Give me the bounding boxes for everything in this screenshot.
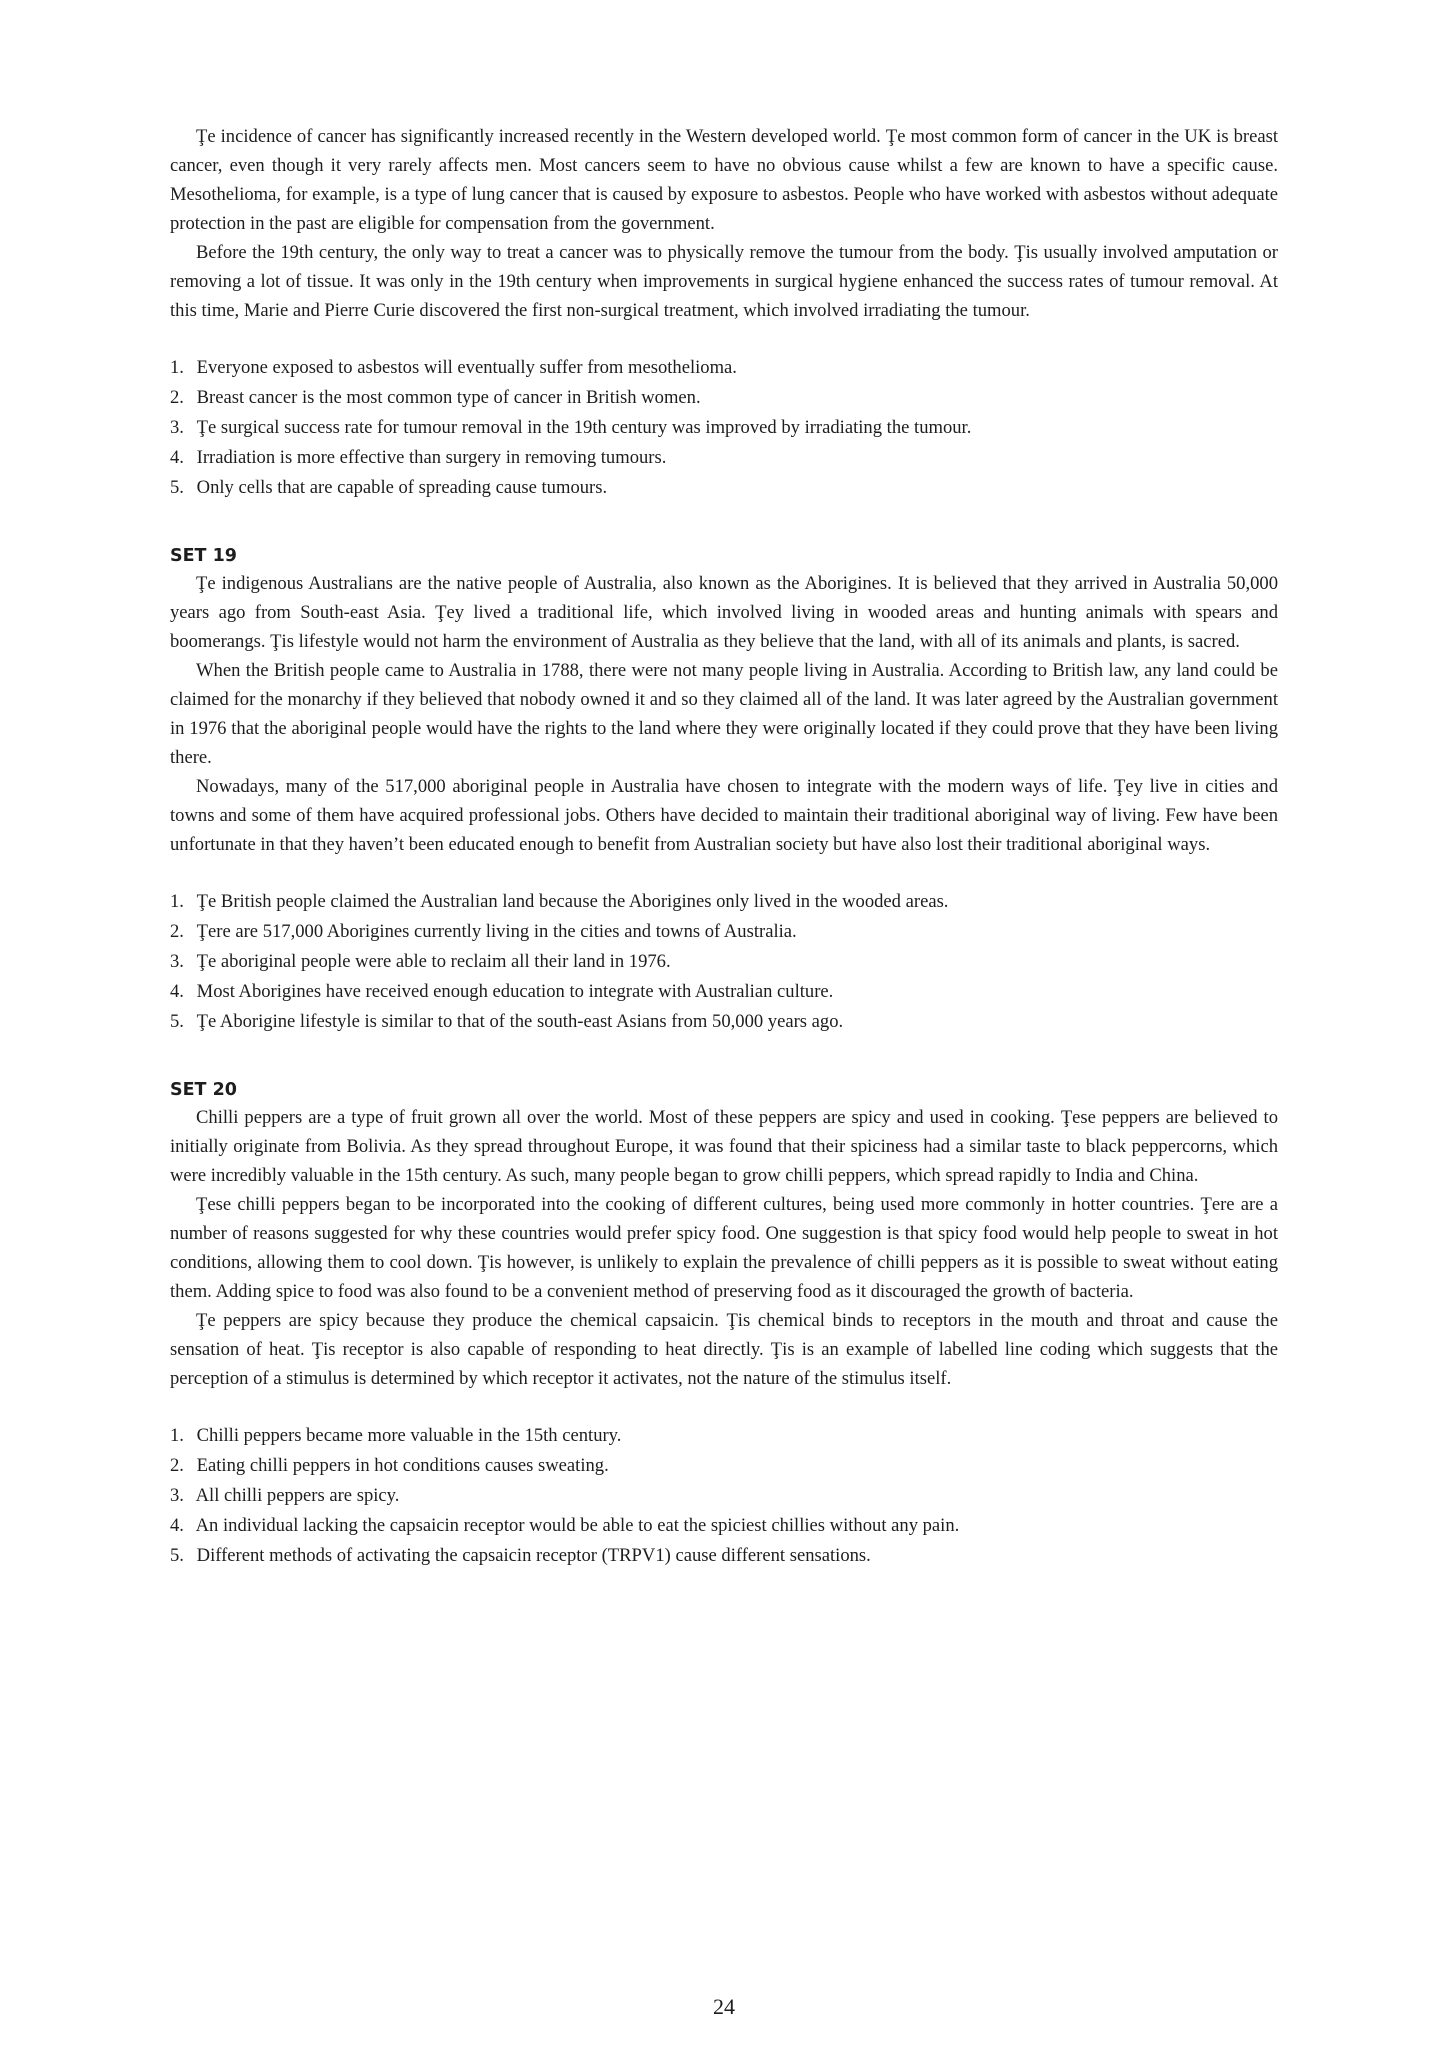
statement-number: 4.: [170, 447, 184, 468]
page-number: 24: [713, 1994, 735, 2019]
statement-number: 5.: [170, 477, 184, 498]
statement-text: All chilli peppers are spicy.: [195, 1485, 400, 1506]
statement-text: Chilli peppers became more valuable in the 15th century.: [196, 1425, 622, 1446]
statement-list: [170, 1421, 1278, 1571]
passage-aborigines: [170, 569, 1278, 859]
statement-list: [170, 353, 1278, 503]
statement-number: 3.: [170, 417, 184, 438]
list-item: [170, 887, 1278, 917]
statement-number: 4.: [170, 1515, 184, 1536]
paragraph: Before the 19th century, the only way to treat a cancer was to physically remove the tumour from the body. Ţis usually involved amputation or removing a lot of tissue. It was only in the 19th century when improvements in surgical hygiene enhanced the success rates of tumour removal. At this time, Marie and Pierre Curie discovered the first non-surgical treatment, which involved irradiating the tumour.: [170, 242, 1278, 321]
statement-number: 1.: [170, 891, 184, 912]
statement-text: Different methods of activating the capsaicin receptor (TRPV1) cause different sensations.: [196, 1545, 871, 1566]
list-item: [170, 443, 1278, 473]
document-page: [170, 122, 1278, 1571]
list-item: [170, 1511, 1278, 1541]
statement-text: Everyone exposed to asbestos will eventually suffer from mesothelioma.: [196, 357, 737, 378]
list-item: [170, 1481, 1278, 1511]
statement-number: 3.: [170, 1485, 184, 1506]
statement-text: Eating chilli peppers in hot conditions causes sweating.: [196, 1455, 609, 1476]
list-item: [170, 383, 1278, 413]
statement-text: Ţe aboriginal people were able to reclaim all their land in 1976.: [196, 951, 671, 972]
statement-list: [170, 887, 1278, 1037]
statement-number: 2.: [170, 387, 184, 408]
statement-text: Irradiation is more effective than surgery in removing tumours.: [196, 447, 667, 468]
statement-text: Ţe surgical success rate for tumour removal in the 19th century was improved by irradiating the tumour.: [196, 417, 972, 438]
list-item: [170, 1541, 1278, 1571]
paragraph: When the British people came to Australia in 1788, there were not many people living in Australia. According to British law, any land could be claimed for the monarchy if they believed that nobody owned it and so they claimed all of the land. It was later agreed by the Australian government in 1976 that the aboriginal people would have the rights to the land where they were originally located if they could prove that they have been living there.: [170, 660, 1278, 768]
set-heading: SET 20: [170, 1080, 237, 1100]
statement-number: 3.: [170, 951, 184, 972]
set-heading: SET 19: [170, 546, 237, 566]
list-item: [170, 917, 1278, 947]
passage-cancer: [170, 122, 1278, 325]
list-item: [170, 413, 1278, 443]
passage-chilli-peppers: [170, 1103, 1278, 1393]
list-item: [170, 1421, 1278, 1451]
list-item: [170, 947, 1278, 977]
statement-number: 4.: [170, 981, 184, 1002]
statement-number: 5.: [170, 1011, 184, 1032]
statement-text: An individual lacking the capsaicin receptor would be able to eat the spiciest chillies without any pain.: [195, 1515, 960, 1536]
statement-text: Ţe British people claimed the Australian land because the Aborigines only lived in the wooded areas.: [196, 891, 949, 912]
paragraph: Ţe indigenous Australians are the native people of Australia, also known as the Aborigines. It is believed that they arrived in Australia 50,000 years ago from South-east Asia. Ţey lived a traditional life, which involved living in wooded areas and hunting animals with spears and boomerangs. Ţis lifestyle would not harm the environment of Australia as they believe that the land, with all of its animals and plants, is sacred.: [170, 573, 1278, 652]
paragraph: Nowadays, many of the 517,000 aboriginal people in Australia have chosen to integrate with the modern ways of life. Ţey live in cities and towns and some of them have acquired professional jobs. Others have decided to maintain their traditional aboriginal way of living. Few have been unfortunate in that they haven’t been educated enough to benefit from Australian society but have also lost their traditional aboriginal ways.: [170, 776, 1278, 855]
statement-text: Most Aborigines have received enough education to integrate with Australian culture.: [196, 981, 834, 1002]
statement-number: 2.: [170, 1455, 184, 1476]
list-item: [170, 977, 1278, 1007]
list-item: [170, 353, 1278, 383]
paragraph: Chilli peppers are a type of fruit grown all over the world. Most of these peppers are spicy and used in cooking. Ţese peppers are believed to initially originate from Bolivia. As they spread throughout Europe, it was found that their spiciness had a similar taste to black peppercorns, which were incredibly valuable in the 15th century. As such, many people began to grow chilli peppers, which spread rapidly to India and China.: [170, 1107, 1278, 1186]
paragraph: Ţe peppers are spicy because they produce the chemical capsaicin. Ţis chemical binds to receptors in the mouth and throat and cause the sensation of heat. Ţis receptor is also capable of responding to heat directly. Ţis is an example of labelled line coding which suggests that the perception of a stimulus is determined by which receptor it activates, not the nature of the stimulus itself.: [170, 1310, 1278, 1389]
statement-text: Ţe Aborigine lifestyle is similar to that of the south-east Asians from 50,000 years ago.: [196, 1011, 844, 1032]
paragraph: Ţese chilli peppers began to be incorporated into the cooking of different cultures, being used more commonly in hotter countries. Ţere are a number of reasons suggested for why these countries would prefer spicy food. One suggestion is that spicy food would help people to sweat in hot conditions, allowing them to cool down. Ţis however, is unlikely to explain the prevalence of chilli peppers as it is possible to sweat without eating them. Adding spice to food was also found to be a convenient method of preserving food as it discouraged the growth of bacteria.: [170, 1194, 1278, 1302]
statement-number: 5.: [170, 1545, 184, 1566]
statement-number: 1.: [170, 357, 184, 378]
statement-text: Only cells that are capable of spreading cause tumours.: [196, 477, 608, 498]
paragraph: Ţe incidence of cancer has significantly increased recently in the Western developed world. Ţe most common form of cancer in the UK is breast cancer, even though it very rarely affects men. Most cancers seem to have no obvious cause whilst a few are known to have a specific cause. Mesothelioma, for example, is a type of lung cancer that is caused by exposure to asbestos. People who have worked with asbestos without adequate protection in the past are eligible for compensation from the government.: [170, 126, 1278, 234]
list-item: [170, 1451, 1278, 1481]
statement-text: Ţere are 517,000 Aborigines currently living in the cities and towns of Australia.: [196, 921, 797, 942]
statement-number: 2.: [170, 921, 184, 942]
list-item: [170, 473, 1278, 503]
list-item: [170, 1007, 1278, 1037]
statement-number: 1.: [170, 1425, 184, 1446]
statement-text: Breast cancer is the most common type of cancer in British women.: [196, 387, 701, 408]
